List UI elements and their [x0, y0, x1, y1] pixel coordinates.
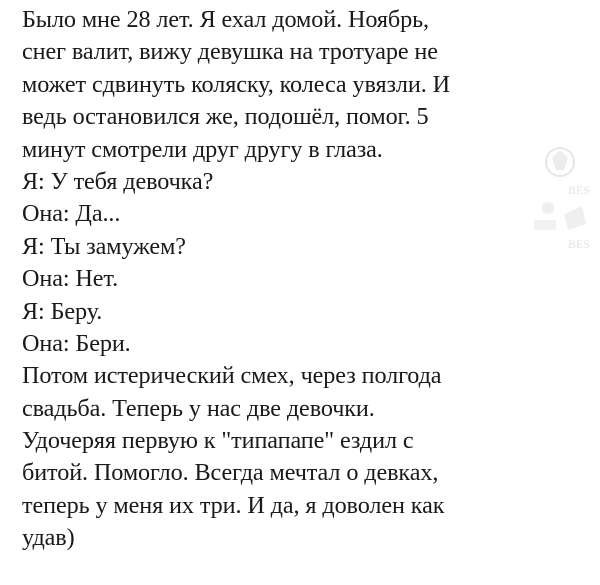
- story-line: свадьба. Теперь у нас две девочки.: [22, 394, 375, 422]
- story-line: минут смотрели друг другу в глаза.: [22, 135, 383, 163]
- story-line: может сдвинуть коляску, колеса увязли. И: [22, 70, 451, 98]
- story-line: Было мне 28 лет. Я ехал домой. Ноябрь,: [22, 6, 429, 33]
- story-line: удав): [22, 524, 75, 552]
- watermark-logo-icon: [520, 140, 600, 260]
- story-line: снег валит, вижу девушка на тротуаре не: [22, 38, 438, 66]
- dialogue-line: Я: Беру.: [22, 297, 103, 325]
- story-line: битой. Помогло. Всегда мечтал о девках,: [22, 459, 439, 487]
- story-text: [22, 4, 594, 555]
- watermark-logo: [520, 140, 600, 260]
- dialogue-line: Она: Бери.: [22, 329, 131, 357]
- dialogue-line: Я: У тебя девочка?: [22, 167, 214, 195]
- story-line: Потом истерический смех, через полгода: [22, 362, 442, 390]
- story-line: Удочеряя первую к "типапапе" ездил с: [22, 427, 414, 455]
- dialogue-line: Она: Да...: [22, 200, 121, 228]
- watermark-text: BES: [568, 237, 591, 251]
- dialogue-line: Я: Ты замужем?: [22, 232, 186, 260]
- story-line: теперь у меня их три. И да, я доволен как: [22, 491, 445, 519]
- dialogue-line: Она: Нет.: [22, 265, 119, 293]
- story-line: ведь остановился же, подошёл, помог. 5: [22, 103, 429, 131]
- watermark-text: BES: [568, 183, 591, 197]
